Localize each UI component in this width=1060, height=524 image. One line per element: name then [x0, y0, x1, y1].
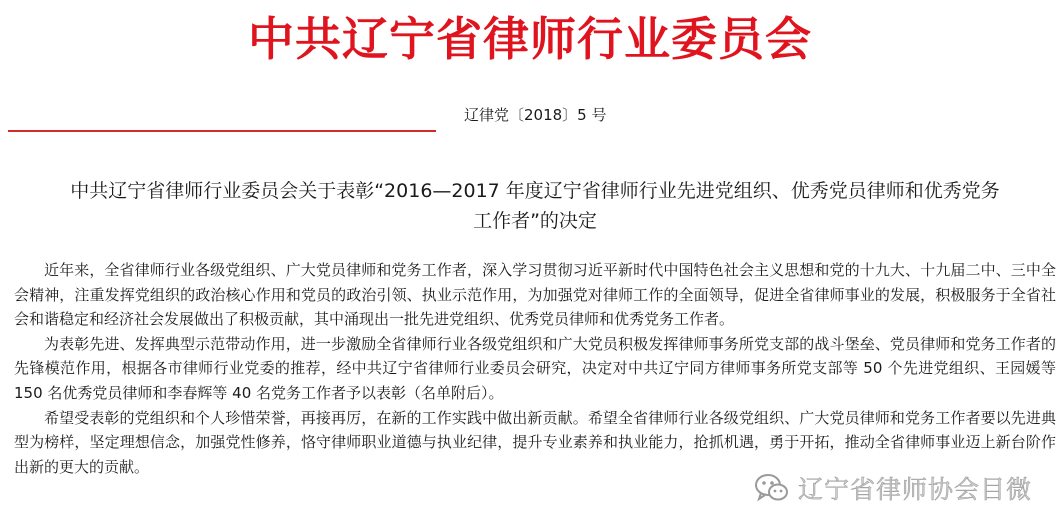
letterhead-title: 中共辽宁省律师行业委员会 [248, 12, 812, 66]
body-text [14, 258, 1056, 479]
paragraph-1: 近年来，全省律师行业各级党组织、广大党员律师和党务工作者，深入学习贯彻习近平新时代中国特色社会主义思想和党的十九大、十九届二中、三中全会精神，注重发挥党组织的政治核心作用和党员的政治引领、执业示范作用，为加强党对律师工作的全面领导，促进全省律师事业的发展，积极服务于全省社会和谐稳定和经济社会发展做出了积极贡献，其中涌现出一批先进党组织、优秀党员律师和优秀党务工作者。 [14, 261, 1056, 329]
watermark-text: 辽宁省律师协会目微 [798, 475, 1033, 504]
decision-title [20, 176, 1050, 236]
document-number: 辽律党〔2018〕5 号 [464, 106, 607, 124]
red-divider [8, 130, 436, 132]
wechat-icon [752, 468, 792, 508]
decision-title-line2: 工作者”的决定 [473, 210, 597, 232]
decision-title-line1: 中共辽宁省律师行业委员会关于表彰“2016—2017 年度辽宁省律师行业先进党组织、优秀党员律师和优秀党务 [70, 180, 1000, 202]
paragraph-2: 为表彰先进、发挥典型示范带动作用，进一步激励全省律师行业各级党组织和广大党员积极发挥律师事务所党支部的战斗堡垒、党员律师和党务工作者的先锋模范作用，根据各市律师行业党委的推荐，经中共辽宁省律师行业委员会研究，决定对中共辽宁同方律师事务所党支部等 50 个先进党组织、王园媛等 150 名优秀党员律师和李春辉等 40 名党务工作者予以表彰（名单附后）。 [14, 334, 1056, 402]
wechat-watermark [752, 466, 1058, 510]
paragraph-3: 希望受表彰的党组织和个人珍惜荣誉，再接再厉，在新的工作实践中做出新贡献。希望全省律师行业各级党组织、广大党员律师和党务工作者要以先进典型为榜样，坚定理想信念，加强党性修养，恪守律师职业道德与执业纪律，提升专业素养和执业能力，抢抓机遇，勇于开拓，推动全省律师事业迈上新台阶作出新的更大的贡献。 [14, 408, 1056, 476]
